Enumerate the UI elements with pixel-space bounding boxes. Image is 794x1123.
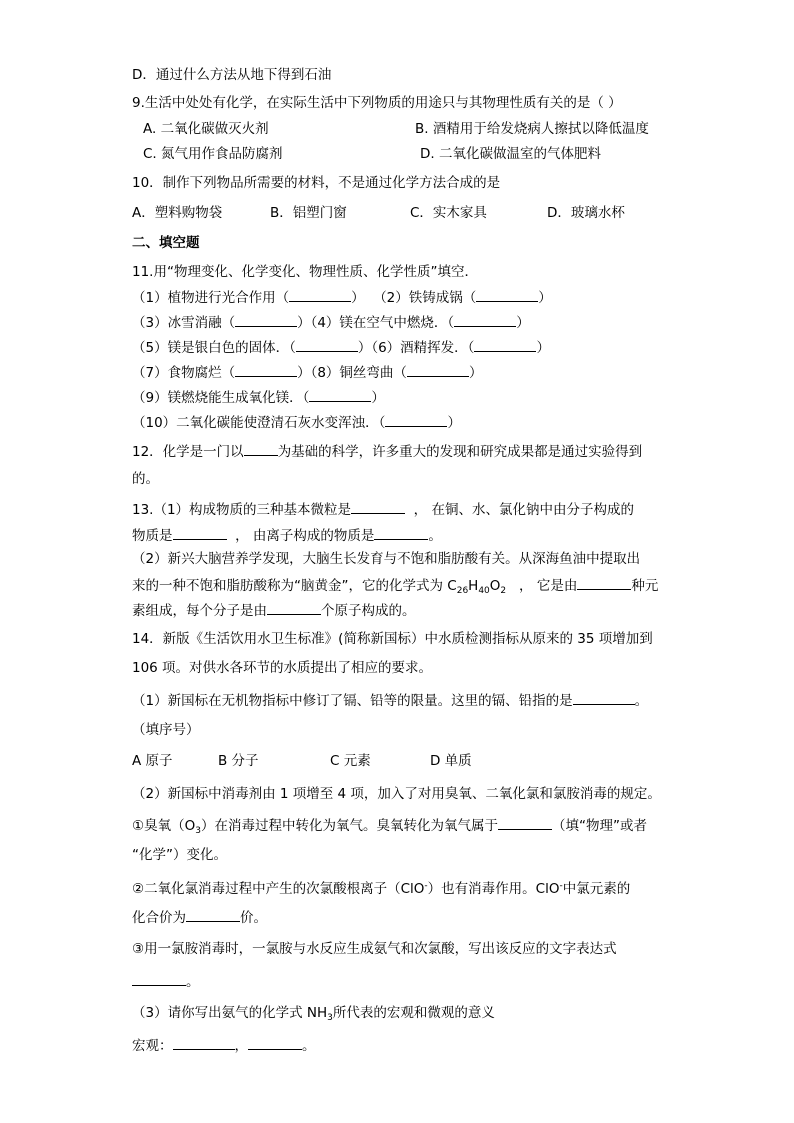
q10-option-a: A．塑料购物袋 bbox=[132, 205, 223, 221]
q11-close-1: ） bbox=[351, 290, 365, 306]
q10-option-b: B．铝塑门窗 bbox=[270, 205, 347, 221]
q13-text-4a: 来的一种不饱和脂肪酸称为“脑黄金”，它的化学式为 C bbox=[132, 578, 457, 594]
q11-item-5: （5）镁是银白色的固体．（ bbox=[132, 340, 296, 356]
q14-sub-3-line-2 bbox=[132, 972, 200, 991]
q8-option-d: D．通过什么方法从地下得到石油 bbox=[132, 67, 332, 83]
q11-row-2 bbox=[132, 313, 530, 332]
macro-end: 。 bbox=[302, 1038, 316, 1054]
q11-blank-5[interactable] bbox=[296, 338, 358, 352]
q14-part-3 bbox=[132, 1004, 495, 1027]
q11-row-1 bbox=[132, 288, 552, 307]
q14-sub-2-line-1 bbox=[132, 877, 630, 898]
q13-text-2c: 。 bbox=[428, 528, 442, 544]
clo-charge-2: - bbox=[559, 881, 563, 891]
q11-blank-9[interactable] bbox=[309, 388, 371, 402]
q14-s1-text-c: （填“物理”或者 bbox=[551, 818, 647, 834]
q13-text-1b: ， 在铜、水、氯化钠中由分子构成的 bbox=[413, 502, 634, 518]
q13-blank-ionic[interactable] bbox=[374, 526, 428, 540]
q13-text-2a: 物质是 bbox=[132, 528, 173, 544]
q11-item-4: （4）镁在空气中燃烧．（ bbox=[310, 315, 455, 331]
q14-sub-2-line-2 bbox=[132, 908, 267, 927]
q12-text-a: 12．化学是一门以 bbox=[132, 444, 244, 460]
formula-sub-c: 26 bbox=[456, 586, 469, 596]
q13-blank-molecular[interactable] bbox=[173, 526, 227, 540]
q10-option-d: D．玻璃水杯 bbox=[547, 205, 625, 221]
q11-close-10: ） bbox=[447, 415, 461, 431]
formula-sub-o: 2 bbox=[500, 586, 507, 596]
q14-sub-1-line-1 bbox=[132, 816, 647, 840]
nh3-sub: 3 bbox=[327, 1013, 333, 1023]
q14-p3-text-b: 所代表的宏观和微观的意义 bbox=[332, 1005, 495, 1021]
q12-line-2: 的。 bbox=[132, 471, 159, 487]
q13-line-3: （2）新兴大脑营养学发现，大脑生长发育与不饱和脂肪酸有关。从深海鱼油中提取出 bbox=[132, 551, 641, 567]
q14-s2-text-e: 价。 bbox=[240, 910, 267, 926]
q11-blank-2[interactable] bbox=[476, 288, 538, 302]
q14-p3-text-a: （3）请你写出氨气的化学式 NH bbox=[132, 1005, 328, 1021]
q11-row-6 bbox=[132, 413, 461, 432]
q14-s1-text-b: ）在消毒过程中转化为氧气。臭氧转化为氧气属于 bbox=[200, 818, 498, 834]
q13-text-4b: ， 它是由 bbox=[519, 578, 578, 594]
q13-line-1 bbox=[132, 500, 634, 519]
q13-text-1a: 13.（1）构成物质的三种基本微粒是 bbox=[132, 502, 352, 518]
q14-p1-note: （填序号） bbox=[132, 722, 200, 738]
q14-blank-valence[interactable] bbox=[186, 908, 240, 922]
q13-text-5b: 个原子构成的。 bbox=[321, 603, 416, 619]
q14-s1-text-a: ①臭氧（O bbox=[132, 818, 196, 834]
q11-blank-1[interactable] bbox=[289, 288, 351, 302]
q13-blank-particles[interactable] bbox=[351, 500, 405, 514]
q14-s2-text-a: ②二氧化氯消毒过程中产生的次氯酸根离子（ClO bbox=[132, 881, 425, 897]
q11-close-4: ） bbox=[516, 315, 530, 331]
q14-part-2: （2）新国标中消毒剂由 1 项增至 4 项，加入了对用臭氧、二氧化氯和氯胺消毒的规定。 bbox=[132, 786, 661, 802]
q14-sub-3-line-1: ③用一氯胺消毒时，一氯胺与水反应生成氨气和次氯酸，写出该反应的文字表达式 bbox=[132, 941, 617, 957]
q9-option-d: D. 二氧化碳做温室的气体肥料 bbox=[420, 146, 601, 162]
q14-option-d: D 单质 bbox=[430, 753, 472, 769]
q13-line-2 bbox=[132, 526, 442, 545]
macro-label: 宏观： bbox=[132, 1038, 173, 1054]
macro-comma: ， bbox=[234, 1038, 248, 1054]
formula-o: O bbox=[489, 578, 501, 594]
clo-charge-1: - bbox=[424, 881, 428, 891]
q14-sub-1-line-2: “化学”）变化。 bbox=[132, 847, 227, 863]
q13-text-2b: ， 由离子构成的物质是 bbox=[235, 528, 375, 544]
q9-option-b: B. 酒精用于给发烧病人擦拭以降低温度 bbox=[415, 121, 649, 137]
q14-option-b: B 分子 bbox=[218, 753, 259, 769]
macro-blank-1[interactable] bbox=[173, 1036, 235, 1050]
q14-option-a: A 原子 bbox=[132, 753, 173, 769]
q13-line-4 bbox=[132, 576, 658, 600]
q10-stem: 10．制作下列物品所需要的材料，不是通过化学方法合成的是 bbox=[132, 175, 501, 191]
q11-item-3: （3）冰雪消融（ bbox=[132, 315, 236, 331]
q13-text-4c: 种元 bbox=[631, 578, 659, 594]
q14-s2-text-c: 中氯元素的 bbox=[562, 881, 631, 897]
q11-row-3 bbox=[132, 338, 550, 357]
q9-option-a: A. 二氧化碳做灭火剂 bbox=[143, 121, 269, 137]
q11-blank-10[interactable] bbox=[385, 413, 447, 427]
q11-item-9: （9）镁燃烧能生成氧化镁．（ bbox=[132, 390, 310, 406]
q14-macro-line bbox=[132, 1036, 316, 1055]
q13-text-5a: 素组成，每个分子是由 bbox=[132, 603, 267, 619]
q11-close-9: ） bbox=[371, 390, 385, 406]
q11-item-6: （6）酒精挥发．（ bbox=[371, 340, 475, 356]
q11-blank-4[interactable] bbox=[454, 313, 516, 327]
q14-p1-text: （1）新国标在无机物指标中修订了镉、铅等的限量。这里的镉、铅指的是 bbox=[132, 693, 573, 709]
q11-stem: 11.用“物理变化、化学变化、物理性质、化学性质”填空． bbox=[132, 264, 478, 280]
q14-blank-change-type[interactable] bbox=[498, 816, 552, 830]
q11-row-4 bbox=[132, 363, 482, 382]
q11-blank-6[interactable] bbox=[474, 338, 536, 352]
q14-p1-end: 。 bbox=[634, 693, 649, 709]
macro-blank-2[interactable] bbox=[248, 1036, 302, 1050]
formula-sub-h: 40 bbox=[478, 586, 490, 596]
q14-option-c: C 元素 bbox=[330, 753, 371, 769]
q13-blank-atoms[interactable] bbox=[267, 601, 321, 615]
q12-line-1 bbox=[132, 442, 642, 461]
q14-part-1 bbox=[132, 691, 648, 710]
q11-close-3: ） bbox=[297, 315, 311, 331]
q11-close-6: ） bbox=[536, 340, 550, 356]
q11-item-2: （2）铁铸成锅（ bbox=[373, 290, 477, 306]
q14-blank-equation[interactable] bbox=[132, 972, 186, 986]
q11-close-7: ） bbox=[297, 365, 311, 381]
q11-close-8: ） bbox=[468, 365, 483, 381]
q9-option-c: C. 氮气用作食品防腐剂 bbox=[143, 146, 283, 162]
q11-blank-3[interactable] bbox=[235, 313, 297, 327]
q11-blank-8[interactable] bbox=[407, 363, 469, 377]
q13-line-5 bbox=[132, 601, 416, 620]
q11-row-5 bbox=[132, 388, 385, 407]
q12-blank[interactable] bbox=[244, 442, 278, 456]
q9-stem: 9.生活中处处有化学，在实际生活中下列物质的用途只与其物理性质有关的是（ ） bbox=[132, 95, 622, 111]
q11-close-2: ） bbox=[538, 290, 552, 306]
q11-blank-7[interactable] bbox=[235, 363, 297, 377]
q14-line-1: 14．新版《生活饮用水卫生标准》(简称新国标）中水质检测指标从原来的 35 项增加到 bbox=[132, 631, 653, 647]
q11-item-10: （10）二氧化碳能使澄清石灰水变浑浊．（ bbox=[132, 415, 386, 431]
q11-close-5: ） bbox=[357, 340, 372, 356]
ozone-sub: 3 bbox=[195, 826, 201, 836]
q11-item-7: （7）食物腐烂（ bbox=[132, 365, 236, 381]
q11-item-8: （8）铜丝弯曲（ bbox=[310, 365, 407, 381]
q12-text-b: 为基础的科学，许多重大的发现和研究成果都是通过实验得到 bbox=[277, 444, 643, 460]
q11-item-1: （1）植物进行光合作用（ bbox=[132, 290, 290, 306]
q14-s3-end: 。 bbox=[186, 974, 200, 990]
q13-blank-elements[interactable] bbox=[577, 576, 631, 590]
q14-s2-text-d: 化合价为 bbox=[132, 910, 186, 926]
q14-line-2: 106 项。对供水各环节的水质提出了相应的要求。 bbox=[132, 660, 433, 676]
q14-s2-text-b: ）也有消毒作用。ClO bbox=[427, 881, 560, 897]
q14-blank-cd-pb[interactable] bbox=[573, 691, 635, 705]
formula-h: H bbox=[468, 578, 479, 594]
section-title-fill-in: 二、填空题 bbox=[132, 235, 200, 251]
q10-option-c: C．实木家具 bbox=[410, 205, 487, 221]
